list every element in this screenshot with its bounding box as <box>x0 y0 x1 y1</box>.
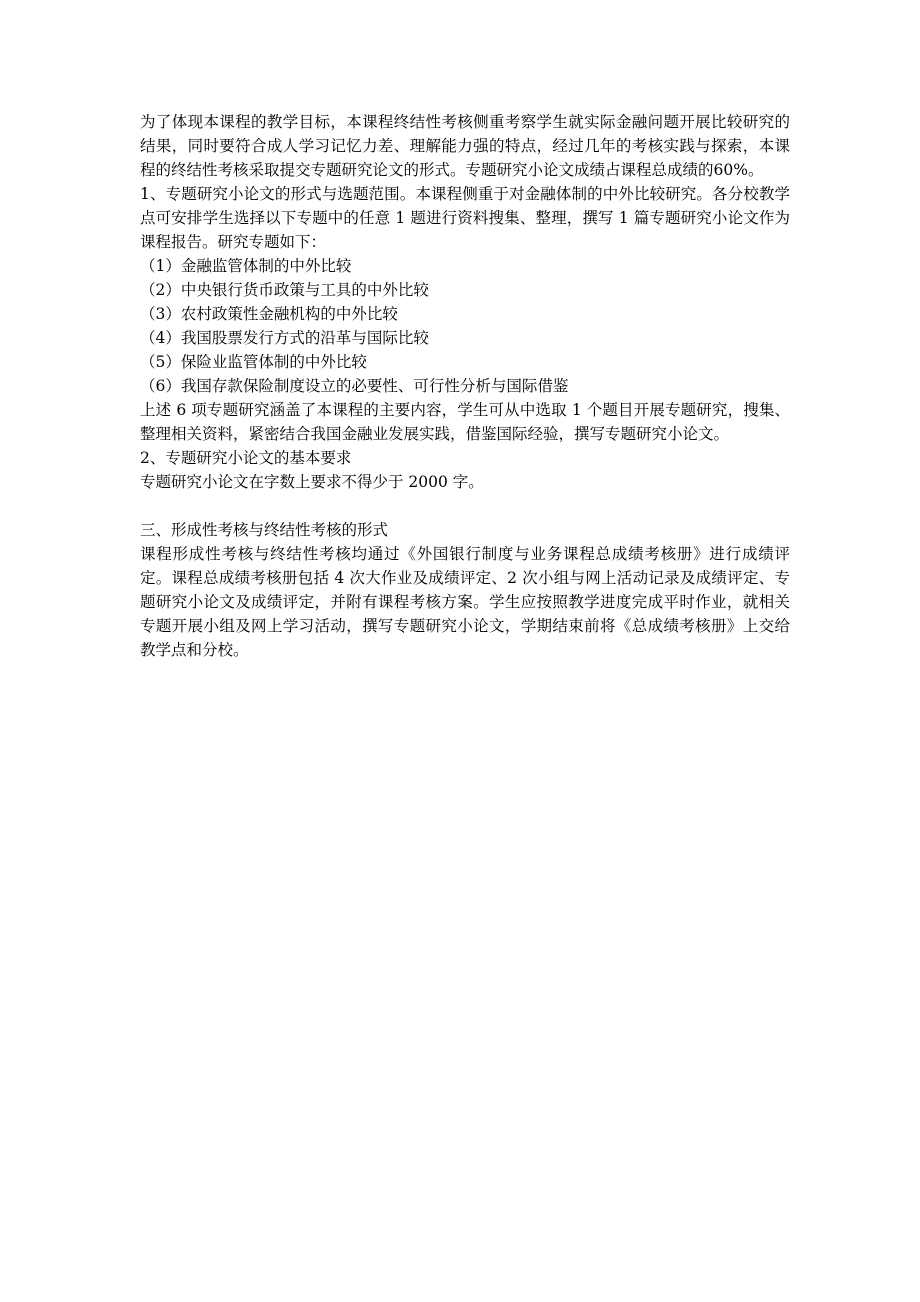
document-body <box>140 110 790 662</box>
topic-item: （5）保险业监管体制的中外比较 <box>140 353 367 371</box>
section2-heading: 2、专题研究小论文的基本要求 <box>140 449 352 467</box>
section1-heading: 1、专题研究小论文的形式与选题范围。本课程侧重于对金融体制的中外比较研究。各分校教学点可安排学生选择以下专题中的任意 1 题进行资料搜集、整理，撰写 1 篇专题研究小论文作为课程报告。研究专题如下： <box>140 185 790 251</box>
topic-item: （3）农村政策性金融机构的中外比较 <box>140 305 398 323</box>
intro-paragraph: 为了体现本课程的教学目标，本课程终结性考核侧重考察学生就实际金融问题开展比较研究的结果，同时要符合成人学习记忆力差、理解能力强的特点，经过几年的考核实践与探索，本课程的终结性考核采取提交专题研究论文的形式。专题研究小论文成绩占课程总成绩的60%。 <box>140 113 790 179</box>
topic-item: （1）金融监管体制的中外比较 <box>140 257 352 275</box>
blank-line <box>140 494 790 518</box>
section3-body: 课程形成性考核与终结性考核均通过《外国银行制度与业务课程总成绩考核册》进行成绩评定。课程总成绩考核册包括 4 次大作业及成绩评定、2 次小组与网上活动记录及成绩评定、专题研究小论文及成绩评定，并附有课程考核方案。学生应按照教学进度完成平时作业，就相关专题开展小组及网上学习活动，撰写专题研究小论文，学期结束前将《总成绩考核册》上交给教学点和分校。 <box>140 545 790 659</box>
topics-summary-paragraph: 上述 6 项专题研究涵盖了本课程的主要内容，学生可从中选取 1 个题目开展专题研究，搜集、整理相关资料，紧密结合我国金融业发展实践，借鉴国际经验，撰写专题研究小论文。 <box>140 401 790 443</box>
section3-heading: 三、形成性考核与终结性考核的形式 <box>140 521 389 539</box>
section2-body: 专题研究小论文在字数上要求不得少于 2000 字。 <box>140 473 484 491</box>
topic-item: （4）我国股票发行方式的沿革与国际比较 <box>140 329 429 347</box>
topic-item: （6）我国存款保险制度设立的必要性、可行性分析与国际借鉴 <box>140 377 569 395</box>
topic-item: （2）中央银行货币政策与工具的中外比较 <box>140 281 429 299</box>
